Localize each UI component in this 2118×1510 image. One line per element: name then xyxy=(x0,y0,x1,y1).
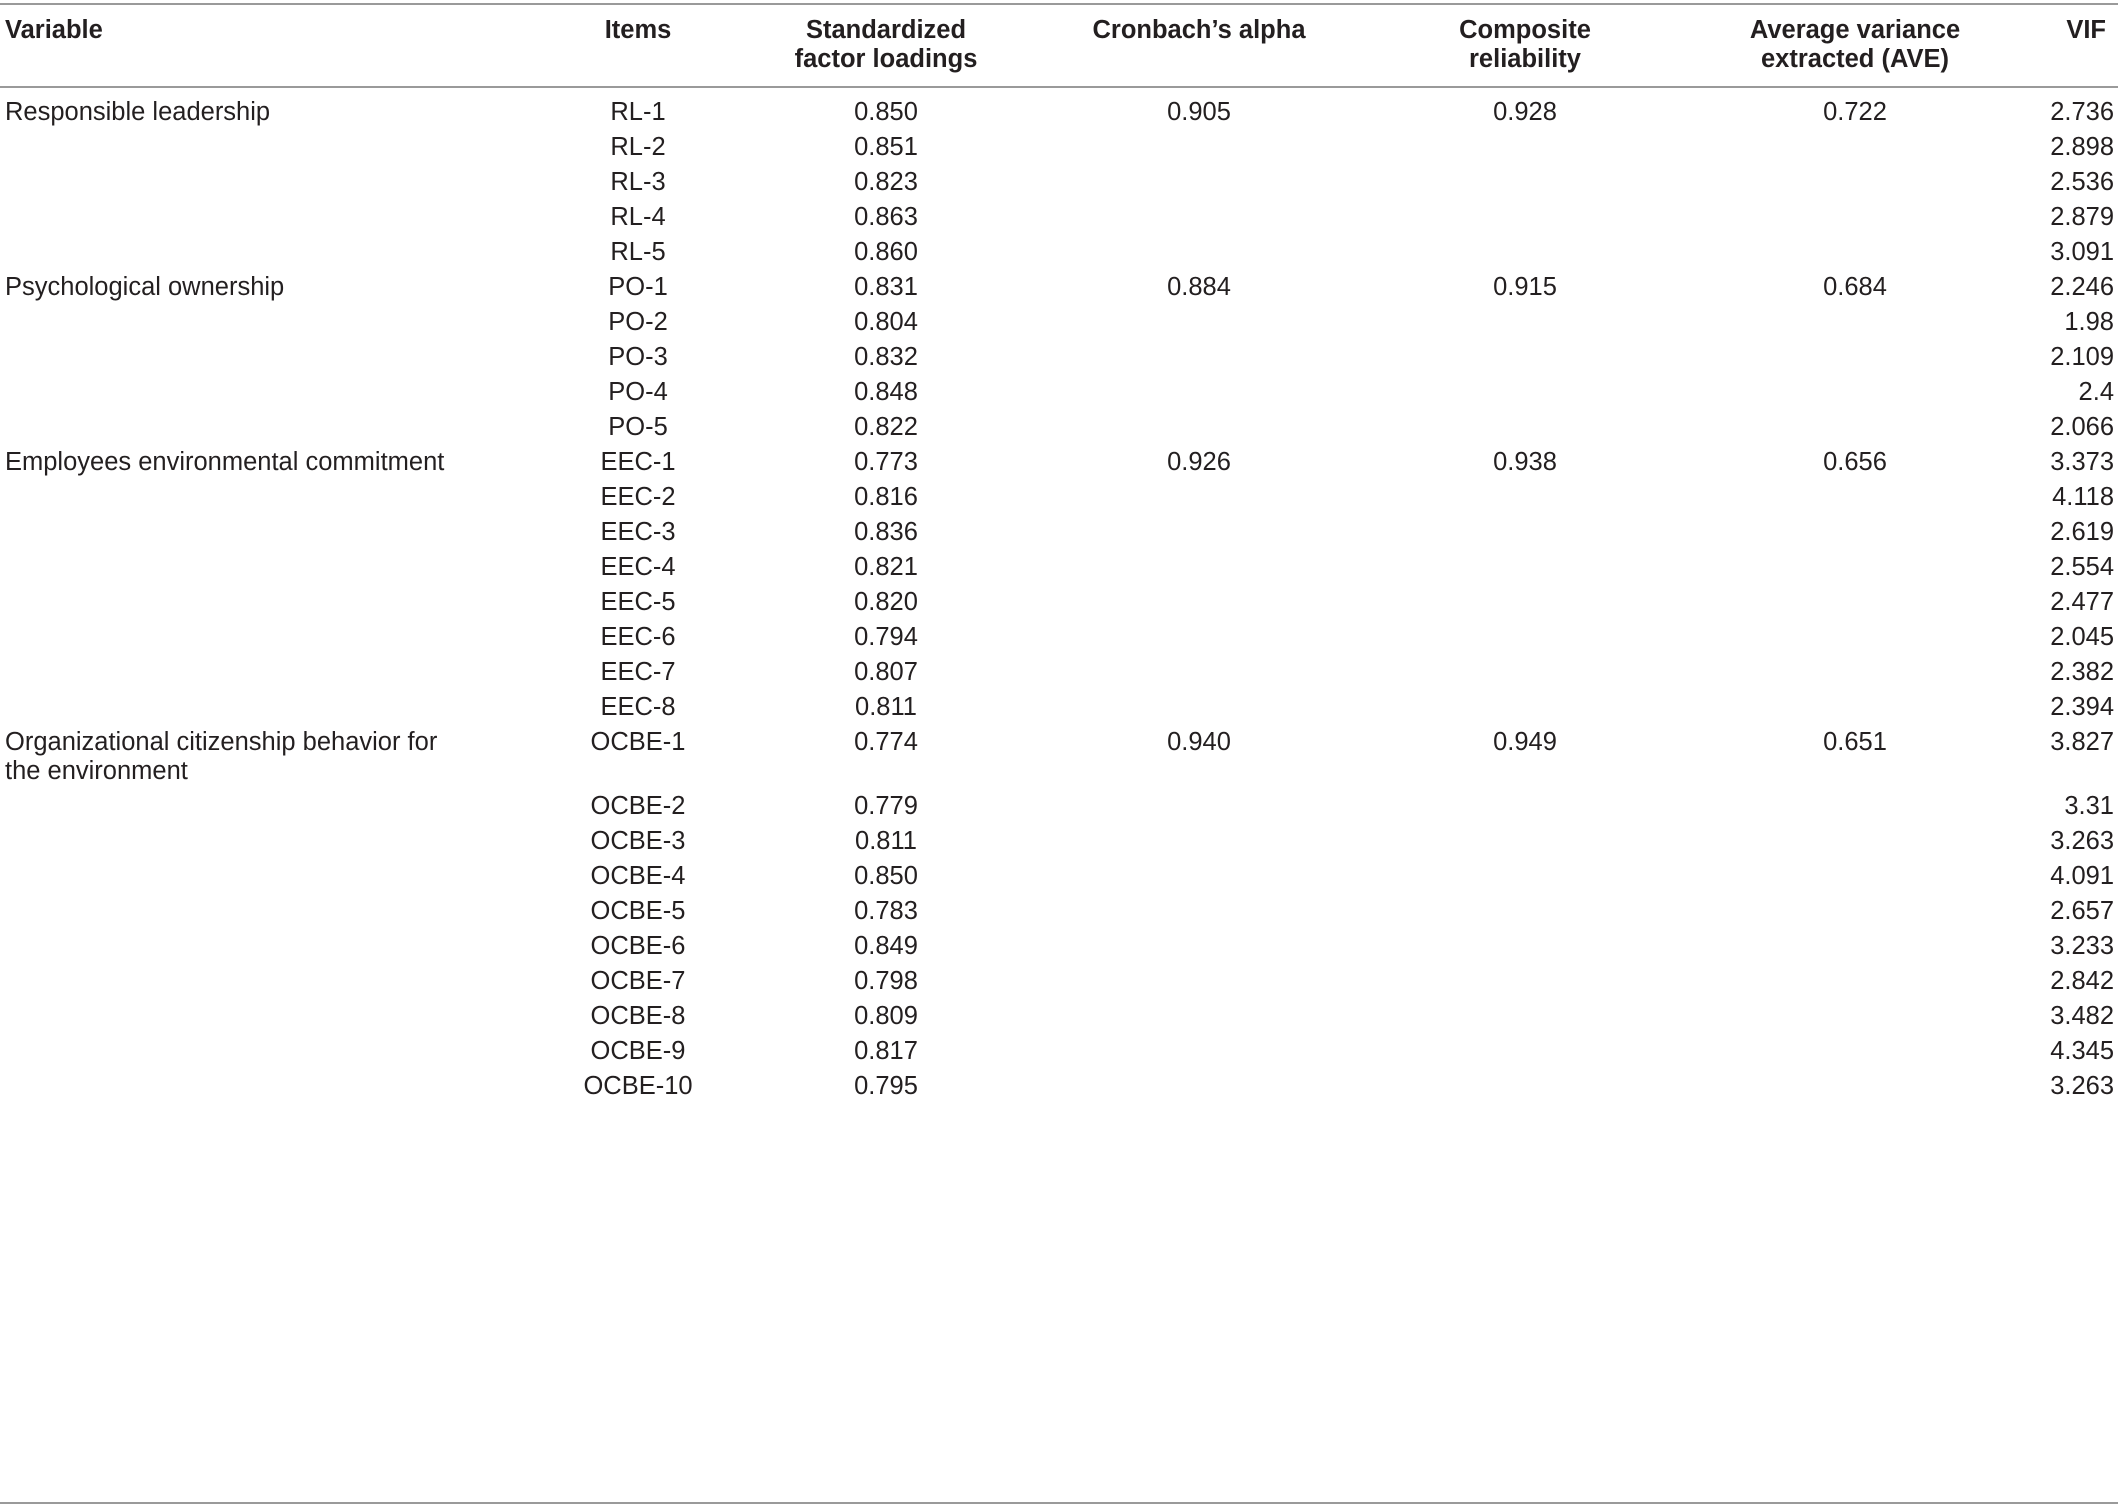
variable-line2: the environment xyxy=(5,757,188,785)
variable-cell xyxy=(5,98,270,127)
ave-cell: 0.722 xyxy=(1823,98,1887,126)
ave-cell: 0.684 xyxy=(1823,273,1887,301)
item-cell: EEC-8 xyxy=(600,693,676,721)
vif-cell: 3.482 xyxy=(2050,1002,2114,1030)
vif-cell: 2.477 xyxy=(2050,588,2114,616)
item-cell: EEC-7 xyxy=(600,658,676,686)
item-cell: OCBE-1 xyxy=(590,728,686,756)
loading-cell: 0.860 xyxy=(854,238,918,266)
header-composite-reliability xyxy=(1459,16,1591,74)
item-cell: EEC-1 xyxy=(600,448,676,476)
vif-cell: 2.619 xyxy=(2050,518,2114,546)
header-composite-reliability-line2: reliability xyxy=(1469,45,1581,73)
vif-cell: 3.233 xyxy=(2050,932,2114,960)
loading-cell: 0.816 xyxy=(854,483,918,511)
ave-cell: 0.651 xyxy=(1823,728,1887,756)
vif-cell: 2.842 xyxy=(2050,967,2114,995)
vif-cell: 4.091 xyxy=(2050,862,2114,890)
loading-cell: 0.779 xyxy=(854,792,918,820)
header-factor-loadings xyxy=(795,16,978,74)
vif-cell: 3.091 xyxy=(2050,238,2114,266)
item-cell: RL-4 xyxy=(610,203,666,231)
variable-cell xyxy=(5,728,437,786)
loading-cell: 0.774 xyxy=(854,728,918,756)
loading-cell: 0.849 xyxy=(854,932,918,960)
loading-cell: 0.822 xyxy=(854,413,918,441)
item-cell: EEC-2 xyxy=(600,483,676,511)
loading-cell: 0.804 xyxy=(854,308,918,336)
item-cell: OCBE-2 xyxy=(590,792,686,820)
loading-cell: 0.851 xyxy=(854,133,918,161)
composite-reliability-cell: 0.949 xyxy=(1493,728,1557,756)
item-cell: EEC-4 xyxy=(600,553,676,581)
vif-cell: 2.246 xyxy=(2050,273,2114,301)
item-cell: PO-5 xyxy=(608,413,668,441)
item-cell: OCBE-4 xyxy=(590,862,686,890)
item-cell: OCBE-5 xyxy=(590,897,686,925)
variable-line1: Responsible leadership xyxy=(5,98,271,126)
vif-cell: 2.736 xyxy=(2050,98,2114,126)
loading-cell: 0.817 xyxy=(854,1037,918,1065)
vif-cell: 2.382 xyxy=(2050,658,2114,686)
composite-reliability-cell: 0.915 xyxy=(1493,273,1557,301)
loading-cell: 0.811 xyxy=(855,827,917,855)
item-cell: OCBE-7 xyxy=(590,967,686,995)
vif-cell: 3.31 xyxy=(2064,792,2114,820)
table-header-rule xyxy=(0,86,2118,88)
vif-cell: 2.879 xyxy=(2050,203,2114,231)
variable-line1: Psychological ownership xyxy=(5,273,285,301)
loading-cell: 0.795 xyxy=(854,1072,918,1100)
header-vif: VIF xyxy=(2066,16,2106,44)
header-cronbach-alpha: Cronbach’s alpha xyxy=(1092,16,1306,44)
header-ave-line1: Average variance xyxy=(1749,16,1961,44)
item-cell: OCBE-8 xyxy=(590,1002,686,1030)
loading-cell: 0.783 xyxy=(854,897,918,925)
alpha-cell: 0.884 xyxy=(1167,273,1231,301)
loading-cell: 0.848 xyxy=(854,378,918,406)
item-cell: RL-3 xyxy=(610,168,666,196)
header-composite-reliability-line1: Composite xyxy=(1459,16,1591,44)
header-factor-loadings-line2: factor loadings xyxy=(794,45,978,73)
item-cell: EEC-5 xyxy=(600,588,676,616)
loading-cell: 0.798 xyxy=(854,967,918,995)
vif-cell: 2.045 xyxy=(2050,623,2114,651)
item-cell: OCBE-10 xyxy=(583,1072,693,1100)
vif-cell: 2.536 xyxy=(2050,168,2114,196)
loading-cell: 0.820 xyxy=(854,588,918,616)
header-factor-loadings-line1: Standardized xyxy=(805,16,967,44)
vif-cell: 2.066 xyxy=(2050,413,2114,441)
vif-cell: 4.118 xyxy=(2052,483,2114,511)
vif-cell: 2.554 xyxy=(2050,553,2114,581)
loading-cell: 0.831 xyxy=(854,273,918,301)
vif-cell: 4.345 xyxy=(2050,1037,2114,1065)
item-cell: PO-1 xyxy=(608,273,668,301)
variable-cell xyxy=(5,448,444,477)
item-cell: PO-2 xyxy=(608,308,668,336)
loading-cell: 0.773 xyxy=(854,448,918,476)
variable-line1: Organizational citizenship behavior for xyxy=(5,728,438,756)
vif-cell: 3.263 xyxy=(2050,1072,2114,1100)
loading-cell: 0.823 xyxy=(854,168,918,196)
variable-line1: Employees environmental commitment xyxy=(5,448,445,476)
item-cell: PO-4 xyxy=(608,378,668,406)
vif-cell: 2.657 xyxy=(2050,897,2114,925)
item-cell: EEC-3 xyxy=(600,518,676,546)
vif-cell: 2.394 xyxy=(2050,693,2114,721)
alpha-cell: 0.926 xyxy=(1167,448,1231,476)
vif-cell: 3.827 xyxy=(2050,728,2114,756)
ave-cell: 0.656 xyxy=(1823,448,1887,476)
header-variable: Variable xyxy=(5,16,103,44)
alpha-cell: 0.940 xyxy=(1167,728,1231,756)
item-cell: PO-3 xyxy=(608,343,668,371)
alpha-cell: 0.905 xyxy=(1167,98,1231,126)
item-cell: OCBE-3 xyxy=(590,827,686,855)
header-items: Items xyxy=(604,16,672,44)
header-ave xyxy=(1750,16,1960,74)
item-cell: EEC-6 xyxy=(600,623,676,651)
composite-reliability-cell: 0.928 xyxy=(1493,98,1557,126)
loading-cell: 0.794 xyxy=(854,623,918,651)
loading-cell: 0.836 xyxy=(854,518,918,546)
loading-cell: 0.850 xyxy=(854,862,918,890)
item-cell: OCBE-6 xyxy=(590,932,686,960)
vif-cell: 1.98 xyxy=(2064,308,2114,336)
item-cell: RL-5 xyxy=(610,238,666,266)
item-cell: RL-2 xyxy=(610,133,666,161)
loading-cell: 0.832 xyxy=(854,343,918,371)
loading-cell: 0.821 xyxy=(854,553,918,581)
variable-cell xyxy=(5,273,284,302)
item-cell: RL-1 xyxy=(610,98,666,126)
composite-reliability-cell: 0.938 xyxy=(1493,448,1557,476)
loading-cell: 0.807 xyxy=(854,658,918,686)
loading-cell: 0.809 xyxy=(854,1002,918,1030)
vif-cell: 2.109 xyxy=(2050,343,2114,371)
vif-cell: 3.263 xyxy=(2050,827,2114,855)
table-top-rule xyxy=(0,3,2118,5)
header-ave-line2: extracted (AVE) xyxy=(1760,45,1949,73)
loading-cell: 0.850 xyxy=(854,98,918,126)
loading-cell: 0.863 xyxy=(854,203,918,231)
table-bottom-rule xyxy=(0,1502,2118,1504)
vif-cell: 3.373 xyxy=(2050,448,2114,476)
vif-cell: 2.4 xyxy=(2078,378,2114,406)
vif-cell: 2.898 xyxy=(2050,133,2114,161)
loading-cell: 0.811 xyxy=(855,693,917,721)
item-cell: OCBE-9 xyxy=(590,1037,686,1065)
